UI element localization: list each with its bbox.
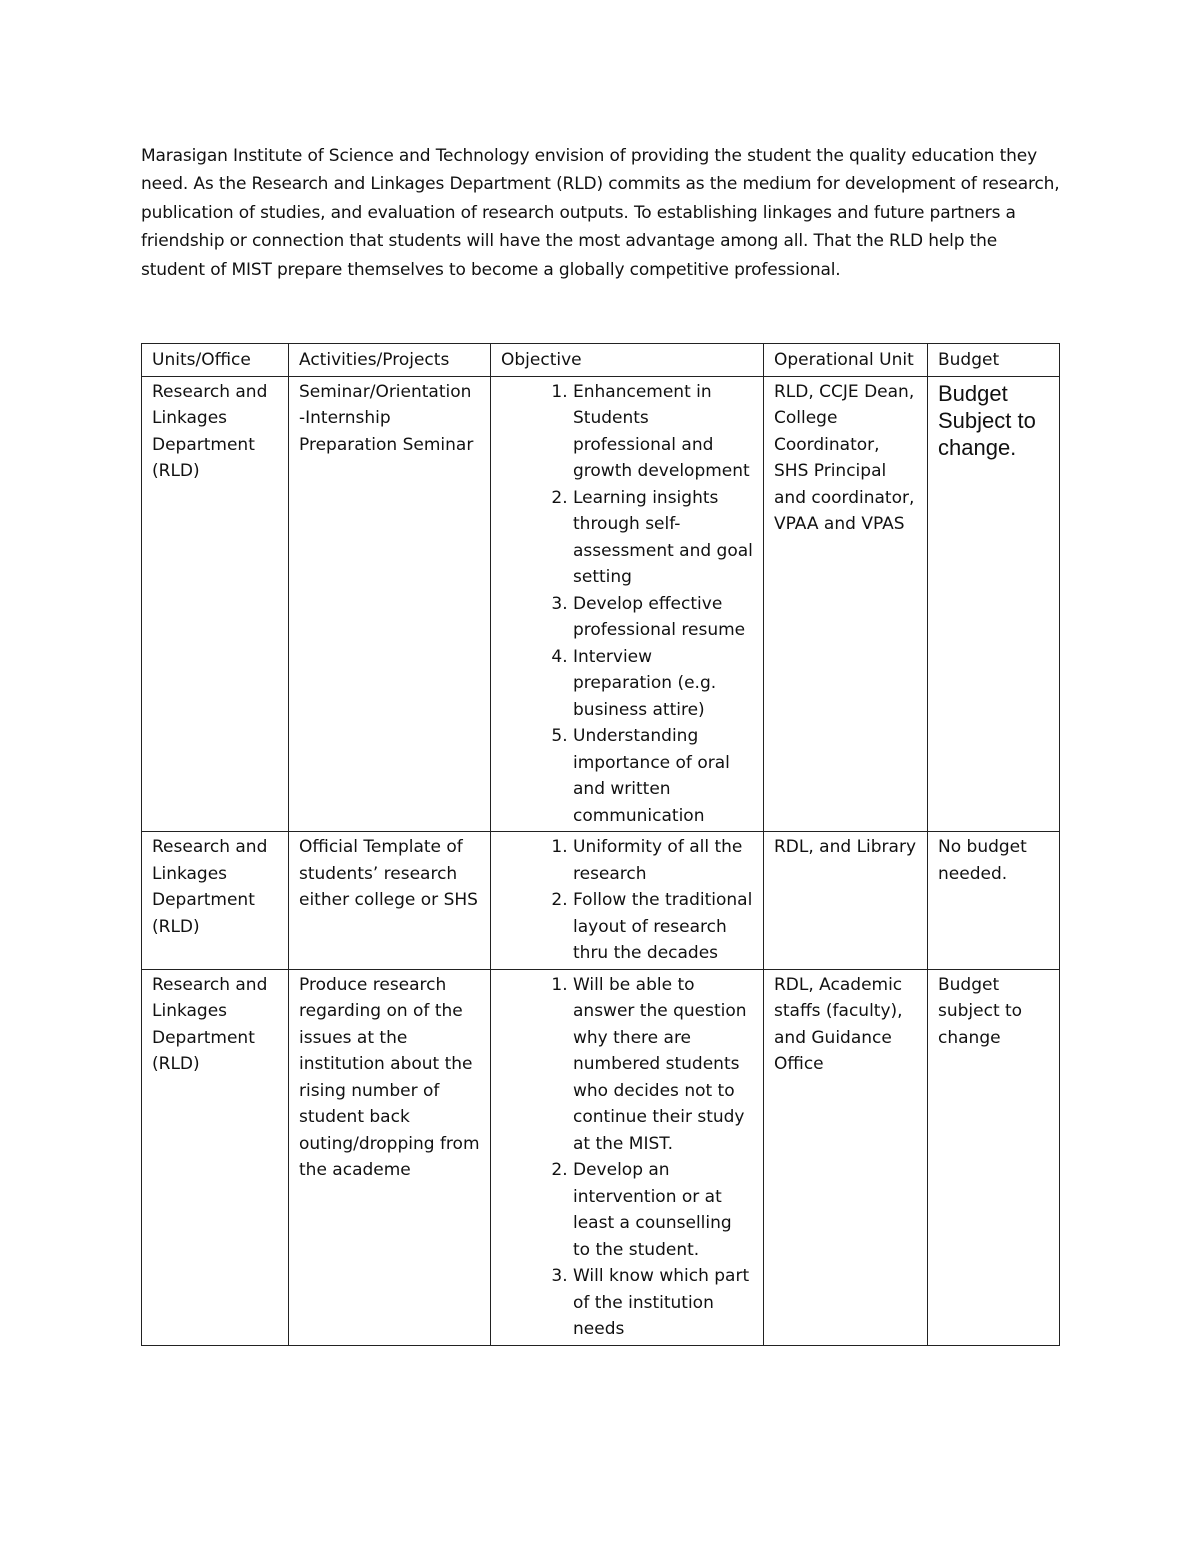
cell-budget: No budget needed. (928, 832, 1060, 970)
objective-item: 5. Understanding importance of oral and written communication (573, 723, 753, 829)
header-activities-projects: Activities/Projects (289, 344, 491, 377)
objective-item: 3. Will know which part of the institution needs (573, 1263, 753, 1343)
table-row (142, 969, 1060, 1345)
cell-operational-unit: RDL, Academic staffs (faculty), and Guidance Office (764, 969, 928, 1345)
cell-unit: Research and Linkages Department (RLD) (142, 376, 289, 832)
objective-item: 1. Uniformity of all the research (573, 834, 753, 887)
header-objective: Objective (491, 344, 764, 377)
objective-item: 4. Interview preparation (e.g. business attire) (573, 644, 753, 724)
cell-operational-unit: RDL, and Library (764, 832, 928, 970)
header-budget: Budget (928, 344, 1060, 377)
cell-objectives (491, 376, 764, 832)
table-header-row (142, 344, 1060, 377)
cell-activity: Official Template of students’ research either college or SHS (289, 832, 491, 970)
table-row (142, 376, 1060, 832)
cell-operational-unit: RLD, CCJE Dean, College Coordinator, SHS Principal and coordinator, VPAA and VPAS (764, 376, 928, 832)
objective-list (501, 972, 753, 1343)
header-units-office: Units/Office (142, 344, 289, 377)
cell-unit: Research and Linkages Department (RLD) (142, 969, 289, 1345)
cell-activity: Produce research regarding on of the issues at the institution about the rising number of student back outing/dropping from the academe (289, 969, 491, 1345)
objective-item: 2. Follow the traditional layout of research thru the decades (573, 887, 753, 967)
budget-text: Budget Subject to change. (938, 380, 1036, 460)
cell-objectives (491, 832, 764, 970)
objective-list (501, 834, 753, 967)
cell-budget (928, 376, 1060, 832)
objective-list (501, 379, 753, 830)
header-operational-unit: Operational Unit (764, 344, 928, 377)
objective-item: 3. Develop effective professional resume (573, 591, 753, 644)
cell-activity: Seminar/Orientation -Internship Preparation Seminar (289, 376, 491, 832)
objective-item: 2. Develop an intervention or at least a counselling to the student. (573, 1157, 753, 1263)
objective-item: 2. Learning insights through self-assessment and goal setting (573, 485, 753, 591)
objective-item: 1. Will be able to answer the question why there are numbered students who decides not to continue their study at the MIST. (573, 972, 753, 1158)
objective-item: 1. Enhancement in Students professional and growth development (573, 379, 753, 485)
cell-budget: Budget subject to change (928, 969, 1060, 1345)
cell-unit: Research and Linkages Department (RLD) (142, 832, 289, 970)
cell-objectives (491, 969, 764, 1345)
activity-plan-table (141, 343, 1060, 1346)
intro-paragraph: Marasigan Institute of Science and Technology envision of providing the student the quality education they need. As the Research and Linkages Department (RLD) commits as the medium for development of research, publication of studies, and evaluation of research outputs. To establishing linkages and future partners a friendship or connection that students will have the most advantage among all. That the RLD help the student of MIST prepare themselves to become a globally competitive professional. (141, 146, 1060, 280)
table-row (142, 832, 1060, 970)
